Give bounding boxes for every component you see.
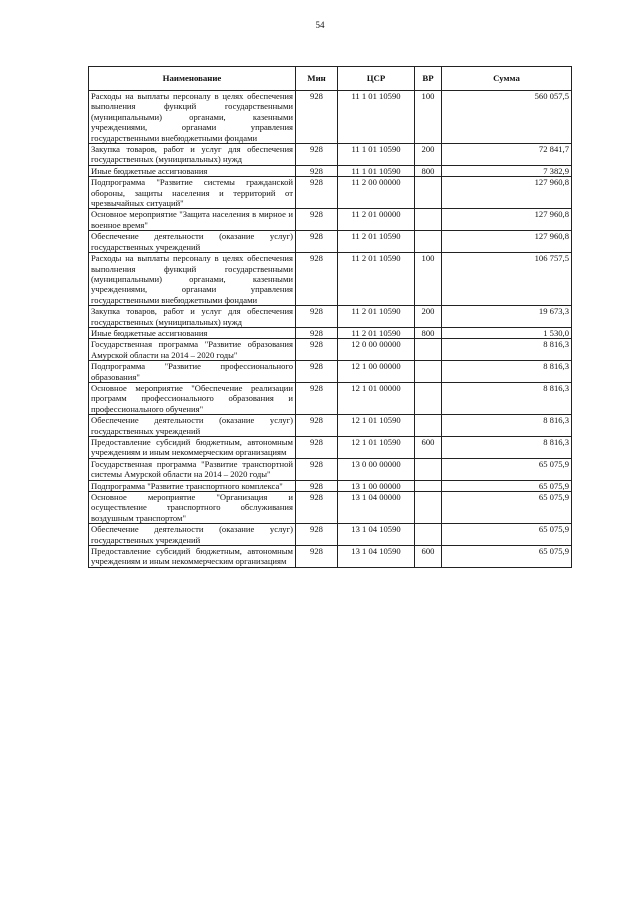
row-sum: 1 530,0 [442,327,572,338]
row-min: 928 [296,361,338,383]
row-name: Обеспечение деятельности (оказание услуг) государственных учреждений [89,524,296,546]
row-min: 928 [296,480,338,491]
row-min: 928 [296,91,338,144]
row-name: Расходы на выплаты персоналу в целях обеспечения выполнения функций государственными (муниципальными) органами, казенными учреждениями, органами управления государственными внебюджетными фондами [89,253,296,306]
table-row [89,144,572,166]
header-sum: Сумма [442,67,572,91]
row-min: 928 [296,382,338,414]
row-vr: 800 [415,327,442,338]
row-csr: 11 1 01 10590 [338,144,415,166]
table-row [89,91,572,144]
row-min: 928 [296,415,338,437]
row-min: 928 [296,165,338,176]
row-vr [415,231,442,253]
table-row [89,382,572,414]
row-csr: 11 2 01 10590 [338,231,415,253]
table-row [89,209,572,231]
table-row [89,339,572,361]
row-csr: 12 1 01 00000 [338,382,415,414]
row-vr [415,480,442,491]
row-sum: 72 841,7 [442,144,572,166]
row-sum: 65 075,9 [442,480,572,491]
row-csr: 12 1 00 00000 [338,361,415,383]
table-row [89,480,572,491]
row-name: Основное мероприятие "Защита населения в мирное и военное время" [89,209,296,231]
table-row [89,546,572,568]
row-min: 928 [296,437,338,459]
row-name: Иные бюджетные ассигнования [89,165,296,176]
row-sum: 127 960,8 [442,209,572,231]
row-min: 928 [296,306,338,328]
row-sum: 8 816,3 [442,361,572,383]
row-min: 928 [296,327,338,338]
row-csr: 12 1 01 10590 [338,437,415,459]
table-row [89,458,572,480]
row-name: Расходы на выплаты персоналу в целях обеспечения выполнения функций государственными (муниципальными) органами, казенными учреждениями, органами управления государственными внебюджетными фондами [89,91,296,144]
row-name: Основное мероприятие "Организация и осуществление транспортного обслуживания воздушным транспортом" [89,492,296,524]
row-name: Государственная программа "Развитие транспортной системы Амурской области на 2014 – 2020 годы" [89,458,296,480]
row-min: 928 [296,253,338,306]
row-sum: 7 382,9 [442,165,572,176]
table-row [89,524,572,546]
row-vr: 600 [415,437,442,459]
row-name: Подпрограмма "Развитие транспортного комплекса" [89,480,296,491]
row-name: Предоставление субсидий бюджетным, автономным учреждениям и иным некоммерческим организациям [89,437,296,459]
header-min: Мин [296,67,338,91]
row-sum: 106 757,5 [442,253,572,306]
row-vr [415,339,442,361]
row-csr: 11 2 01 00000 [338,209,415,231]
row-csr: 13 1 00 00000 [338,480,415,491]
row-min: 928 [296,339,338,361]
row-vr: 100 [415,253,442,306]
row-name: Государственная программа "Развитие образования Амурской области на 2014 – 2020 годы" [89,339,296,361]
row-csr: 13 1 04 00000 [338,492,415,524]
row-csr: 13 1 04 10590 [338,524,415,546]
row-name: Предоставление субсидий бюджетным, автономным учреждениям и иным некоммерческим организациям [89,546,296,568]
row-sum: 8 816,3 [442,437,572,459]
row-vr: 200 [415,144,442,166]
budget-table [88,66,572,568]
row-vr: 800 [415,165,442,176]
row-vr: 600 [415,546,442,568]
row-sum: 560 057,5 [442,91,572,144]
row-csr: 13 0 00 00000 [338,458,415,480]
table-header-row [89,67,572,91]
row-name: Подпрограмма "Развитие профессионального образования" [89,361,296,383]
row-name: Закупка товаров, работ и услуг для обеспечения государственных (муниципальных) нужд [89,306,296,328]
row-sum: 8 816,3 [442,339,572,361]
row-vr [415,209,442,231]
row-vr [415,177,442,209]
row-min: 928 [296,458,338,480]
table-row [89,165,572,176]
table-row [89,253,572,306]
table-row [89,492,572,524]
row-sum: 65 075,9 [442,492,572,524]
row-vr: 200 [415,306,442,328]
row-csr: 12 1 01 10590 [338,415,415,437]
row-sum: 127 960,8 [442,177,572,209]
row-sum: 19 673,3 [442,306,572,328]
row-sum: 65 075,9 [442,546,572,568]
header-csr: ЦСР [338,67,415,91]
row-vr [415,361,442,383]
row-csr: 11 1 01 10590 [338,165,415,176]
row-name: Закупка товаров, работ и услуг для обеспечения государственных (муниципальных) нужд [89,144,296,166]
row-name: Обеспечение деятельности (оказание услуг) государственных учреждений [89,415,296,437]
row-min: 928 [296,546,338,568]
row-sum: 127 960,8 [442,231,572,253]
row-sum: 65 075,9 [442,458,572,480]
table-row [89,177,572,209]
row-vr [415,524,442,546]
row-sum: 8 816,3 [442,382,572,414]
row-vr [415,382,442,414]
row-name: Иные бюджетные ассигнования [89,327,296,338]
row-csr: 11 2 01 10590 [338,327,415,338]
row-csr: 11 1 01 10590 [338,91,415,144]
table-row [89,306,572,328]
row-vr [415,458,442,480]
row-sum: 65 075,9 [442,524,572,546]
row-min: 928 [296,177,338,209]
header-vr: ВР [415,67,442,91]
row-csr: 11 2 01 10590 [338,306,415,328]
header-name: Наименование [89,67,296,91]
row-csr: 12 0 00 00000 [338,339,415,361]
row-sum: 8 816,3 [442,415,572,437]
table-row [89,415,572,437]
row-min: 928 [296,209,338,231]
row-csr: 11 2 01 10590 [338,253,415,306]
table-row [89,437,572,459]
row-vr [415,415,442,437]
row-name: Подпрограмма "Развитие системы гражданской обороны, защиты населения и территорий от чрезвычайных ситуаций" [89,177,296,209]
row-min: 928 [296,524,338,546]
row-vr: 100 [415,91,442,144]
row-csr: 11 2 00 00000 [338,177,415,209]
table-row [89,231,572,253]
row-min: 928 [296,231,338,253]
row-name: Обеспечение деятельности (оказание услуг) государственных учреждений [89,231,296,253]
page-number: 54 [315,20,325,30]
row-min: 928 [296,144,338,166]
row-csr: 13 1 04 10590 [338,546,415,568]
row-name: Основное мероприятие "Обеспечение реализации программ профессионального образования и профессионального обучения" [89,382,296,414]
table-row [89,327,572,338]
row-min: 928 [296,492,338,524]
table-row [89,361,572,383]
row-vr [415,492,442,524]
